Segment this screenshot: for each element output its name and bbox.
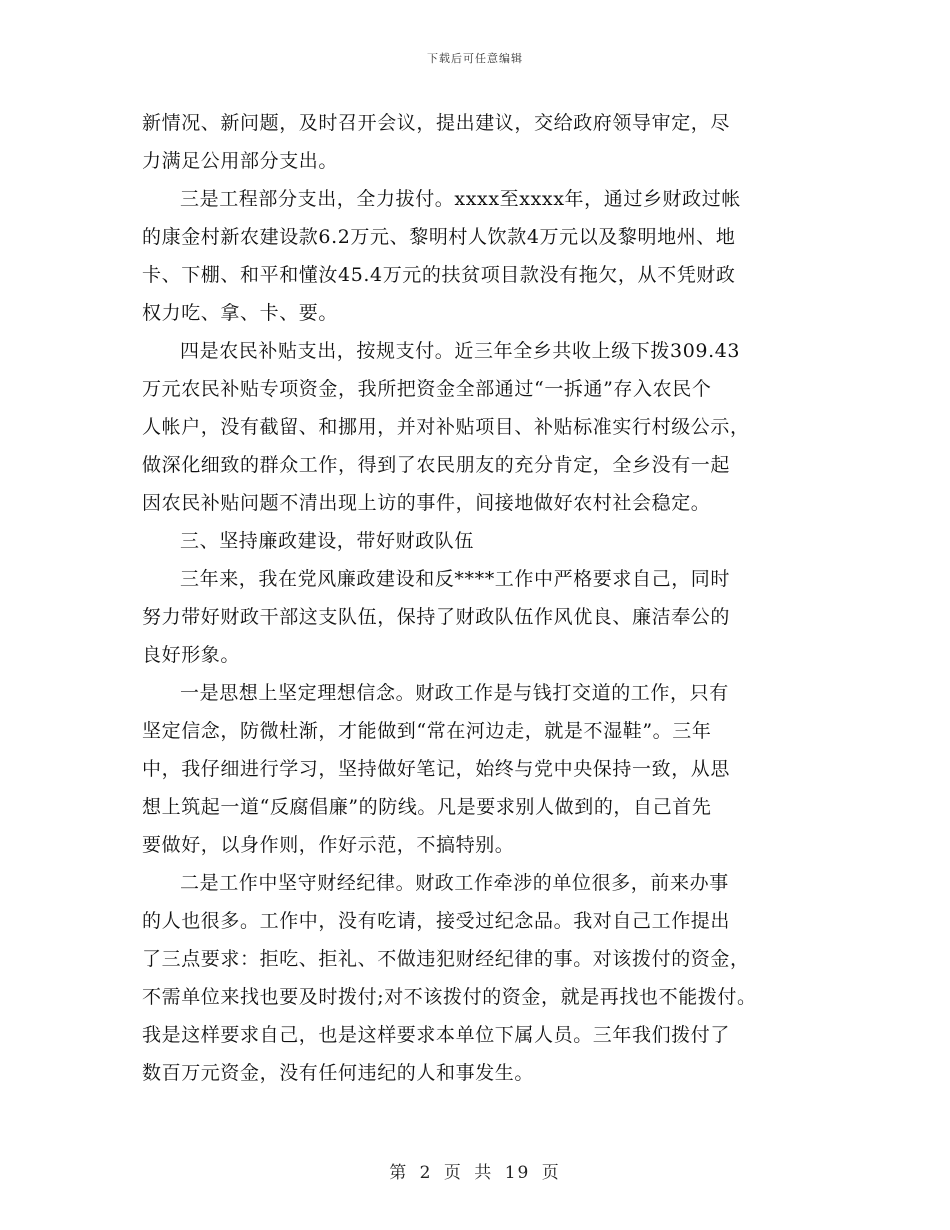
text-line: 三是工程部分支出，全力拔付。xxxx至xxxx年，通过乡财政过帐	[180, 188, 741, 210]
text-line: 了三点要求：拒吃、拒礼、不做违犯财经纪律的事。对该拨付的资金，	[142, 948, 750, 970]
text-line: 要做好，以身作则，作好示范，不搞特别。	[142, 834, 515, 856]
text-line: 的康金村新农建设款6.2万元、黎明村人饮款4万元以及黎明地州、地	[142, 226, 736, 248]
text-line: 三、坚持廉政建设，带好财政队伍	[180, 530, 475, 552]
text-line: 努力带好财政干部这支队伍，保持了财政队伍作风优良、廉洁奉公的	[142, 606, 731, 628]
text-line: 新情况、新问题，及时召开会议，提出建议，交给政府领导审定，尽	[142, 112, 731, 134]
text-line: 中，我仔细进行学习，坚持做好笔记，始终与党中央保持一致，从思	[142, 758, 731, 780]
text-line: 二是工作中坚守财经纪律。财政工作牵涉的单位很多，前来办事	[180, 872, 729, 894]
text-line: 不需单位来找也要及时拨付;对不该拨付的资金，就是再找也不能拨付。	[142, 986, 757, 1008]
text-line: 卡、下棚、和平和懂汝45.4万元的扶贫项目款没有拖欠，从不凭财政	[142, 264, 736, 286]
text-line: 万元农民补贴专项资金，我所把资金全部通过“一拆通”存入农民个	[142, 378, 712, 400]
text-line: 一是思想上坚定理想信念。财政工作是与钱打交道的工作，只有	[180, 682, 729, 704]
text-line: 三年来，我在党风廉政建设和反****工作中严格要求自己，同时	[180, 568, 731, 590]
text-line: 人帐户，没有截留、和挪用，并对补贴项目、补贴标准实行村级公示，	[142, 416, 750, 438]
page-header: 下载后可任意编辑	[427, 52, 523, 65]
text-line: 四是农民补贴支出，按规支付。近三年全乡共收上级下拨309.43	[180, 340, 741, 362]
text-line: 良好形象。	[142, 644, 241, 666]
text-line: 因农民补贴问题不清出现上访的事件，间接地做好农村社会稳定。	[142, 492, 711, 514]
document-body	[142, 104, 832, 1092]
text-line: 坚定信念，防微杜渐，才能做到“常在河边走，就是不湿鞋”。三年	[142, 720, 712, 742]
text-line: 力满足公用部分支出。	[142, 150, 339, 172]
text-line: 数百万元资金，没有任何违纪的人和事发生。	[142, 1062, 535, 1084]
text-line: 想上筑起一道“反腐倡廉”的防线。凡是要求别人做到的，自己首先	[142, 796, 712, 818]
text-line: 权力吃、拿、卡、要。	[142, 302, 339, 324]
text-line: 的人也很多。工作中，没有吃请，接受过纪念品。我对自己工作提出	[142, 910, 731, 932]
text-line: 我是这样要求自己，也是这样要求本单位下属人员。三年我们拨付了	[142, 1024, 731, 1046]
page-footer: 第 2 页 共 19 页	[389, 1163, 561, 1183]
text-line: 做深化细致的群众工作，得到了农民朋友的充分肯定，全乡没有一起	[142, 454, 731, 476]
